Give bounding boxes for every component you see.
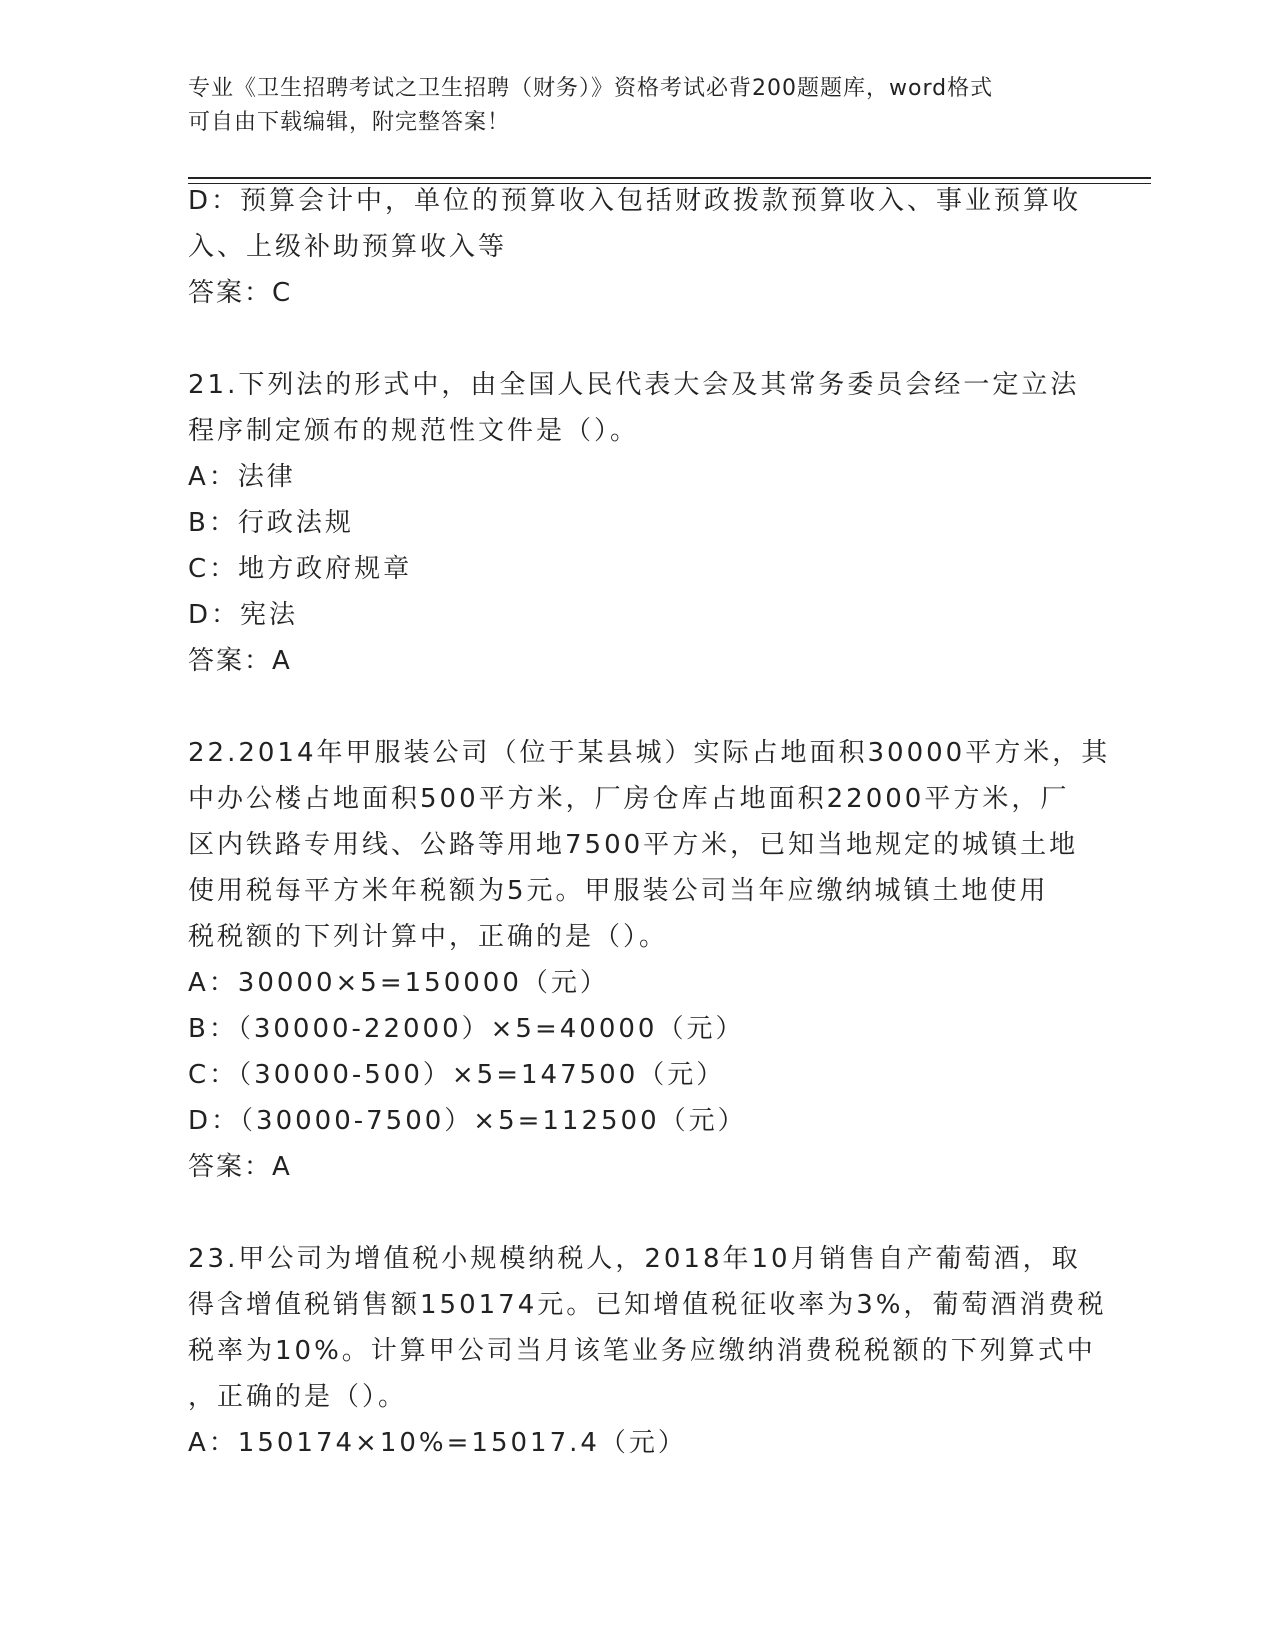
question-stem-continued: 税税额的下列计算中，正确的是（）。 (188, 922, 669, 952)
question-stem-continued: 中办公楼占地面积500平方米，厂房仓库占地面积22000平方米，厂 (188, 784, 1070, 814)
option-a: A：30000×5=150000（元） (188, 968, 609, 998)
question-content (188, 178, 1111, 1466)
question-stem-continued: 税率为10%。计算甲公司当月该笔业务应缴纳消费税税额的下列算式中 (188, 1336, 1096, 1366)
option-c: C：（30000-500）×5=147500（元） (188, 1060, 726, 1090)
option-a: A：法律 (188, 462, 296, 492)
option-d: D：预算会计中，单位的预算收入包括财政拨款预算收入、事业预算收 (188, 186, 1082, 216)
option-d: D：宪法 (188, 600, 299, 630)
question-21 (188, 362, 1088, 684)
option-a: A：150174×10%=15017.4（元） (188, 1428, 687, 1458)
question-stem-continued: 得含增值税销售额150174元。已知增值税征收率为3%，葡萄酒消费税 (188, 1290, 1107, 1320)
header-line-1: 专业《卫生招聘考试之卫生招聘（财务）》资格考试必背200题题库，word格式 (188, 76, 994, 101)
option-d: D：（30000-7500）×5=112500（元） (188, 1106, 747, 1136)
answer-line: 答案：A (188, 646, 292, 676)
page-header (188, 72, 1088, 140)
question-stem-continued: 使用税每平方米年税额为5元。甲服装公司当年应缴纳城镇土地使用 (188, 876, 1049, 906)
question-stem-continued: ，正确的是（）。 (188, 1382, 408, 1412)
question-stem: 21.下列法的形式中，由全国人民代表大会及其常务委员会经一定立法 (188, 370, 1080, 400)
option-c: C：地方政府规章 (188, 554, 413, 584)
question-22 (188, 730, 1111, 1190)
spacer (188, 1190, 1088, 1236)
spacer (188, 684, 1088, 730)
option-d-continued: 入、上级补助预算收入等 (188, 232, 508, 262)
question-stem: 22.2014年甲服装公司（位于某县城）实际占地面积30000平方米，其 (188, 738, 1111, 768)
header-line-2: 可自由下载编辑，附完整答案！ (188, 110, 511, 135)
question-stem: 23.甲公司为增值税小规模纳税人，2018年10月销售自产葡萄酒，取 (188, 1244, 1081, 1274)
question-20-tail (188, 178, 1088, 316)
answer-line: 答案：C (188, 278, 293, 308)
question-23 (188, 1236, 1107, 1466)
question-stem-continued: 程序制定颁布的规范性文件是（）。 (188, 416, 640, 446)
option-b: B：（30000-22000）×5=40000（元） (188, 1014, 745, 1044)
option-b: B：行政法规 (188, 508, 354, 538)
answer-line: 答案：A (188, 1152, 292, 1182)
question-stem-continued: 区内铁路专用线、公路等用地7500平方米，已知当地规定的城镇土地 (188, 830, 1079, 860)
spacer (188, 316, 1088, 362)
